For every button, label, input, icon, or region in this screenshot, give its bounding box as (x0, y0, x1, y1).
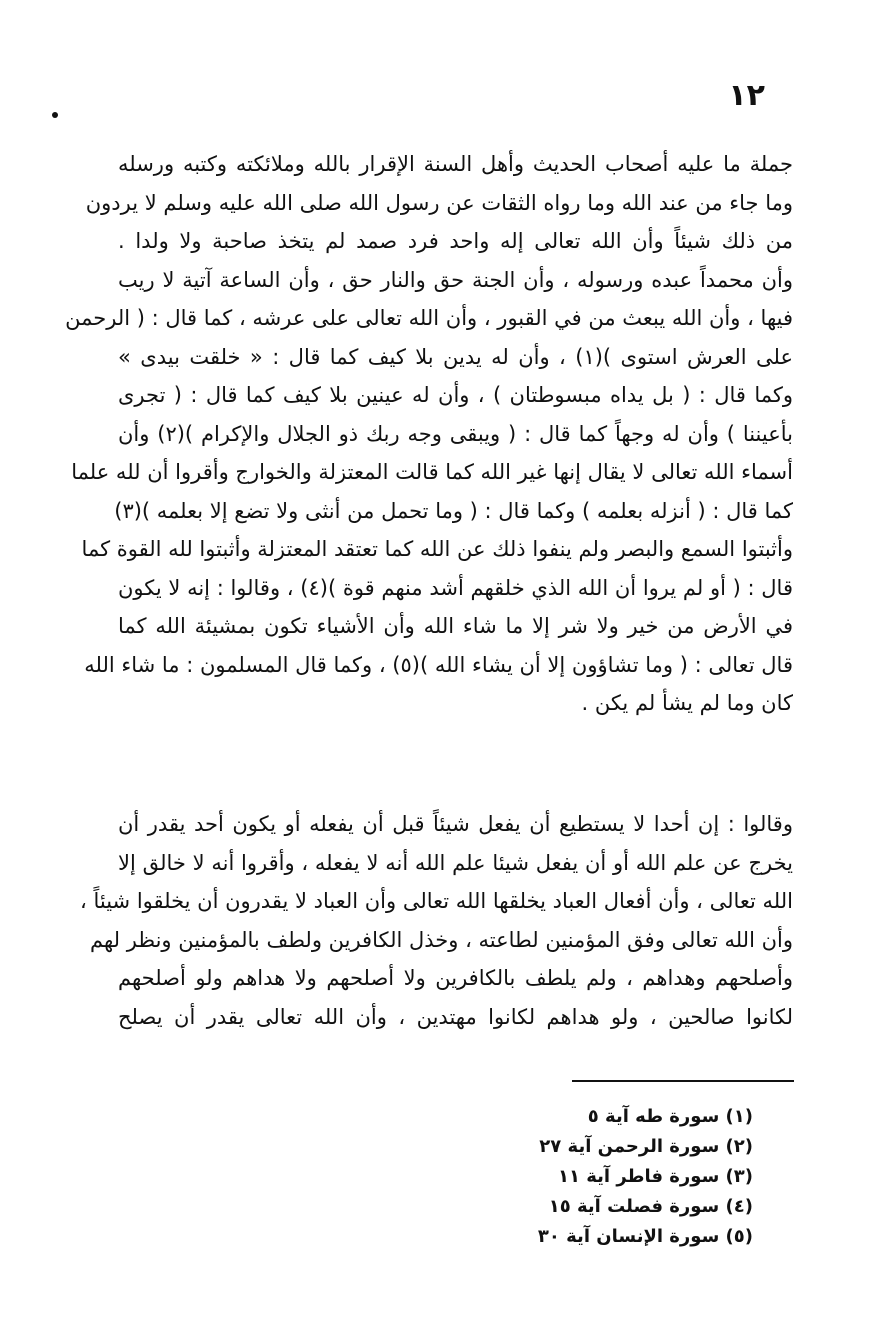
text-line: وأن الله تعالى وفق المؤمنين لطاعته ، وخذل الكافرين ولطف بالمؤمنين ونظر لهم (90, 927, 793, 952)
page-number: ١٢ (728, 78, 765, 113)
text-line: وأن محمداً عبده ورسوله ، وأن الجنة حق والنار حق ، وأن الساعة آتية لا ريب (118, 267, 793, 292)
footnote-divider (572, 1080, 794, 1082)
text-line: الله تعالى ، وأن أفعال العباد يخلقها الله تعالى وأن العباد لا يقدرون أن يخلقوا شيئاً ، (80, 889, 793, 913)
footnote-1: (١) سورة طه آية ٥ (587, 1106, 753, 1127)
text-line: وأصلحهم وهداهم ، ولم يلطف بالكافرين ولا أصلحهم ولا هداهم ولو أصلحهم (118, 966, 793, 990)
footnotes (538, 1102, 753, 1252)
footnote-5: (٥) سورة الإنسان آية ٣٠ (537, 1226, 753, 1247)
text-line: أسماء الله تعالى لا يقال إنها غير الله كما قالت المعتزلة والخوارج وأقروا أن لله علما (71, 460, 793, 484)
paragraph-2 (80, 805, 793, 1036)
text-line: كما قال : ( أنزله بعلمه ) وكما قال : ( وما تحمل من أنثى ولا تضع إلا بعلمه )(٣) (114, 498, 793, 523)
text-line: يخرج عن علم الله أو أن يفعل شيئا علم الله أنه لا يفعله ، وأقروا أنه لا خالق إلا (118, 850, 793, 875)
margin-dot (52, 112, 58, 118)
text-line: وما جاء من عند الله وما رواه الثقات عن رسول الله صلى الله عليه وسلم لا يردون (85, 190, 793, 215)
text-line: على العرش استوى )(١) ، وأن له يدين بلا كيف كما قال : « خلقت بيدى » (118, 344, 793, 369)
footnote-2: (٢) سورة الرحمن آية ٢٧ (539, 1136, 753, 1157)
footnote-3: (٣) سورة فاطر آية ١١ (557, 1166, 753, 1187)
text-line: لكانوا صالحين ، ولو هداهم لكانوا مهتدين ، وأن الله تعالى يقدر أن يصلح (118, 1004, 793, 1029)
text-line: بأعيننا ) وأن له وجهاً كما قال : ( ويبقى وجه ربك ذو الجلال والإكرام )(٢) وأن (118, 421, 794, 446)
text-line: جملة ما عليه أصحاب الحديث وأهل السنة الإقرار بالله وملائكته وكتبه ورسله (118, 152, 793, 176)
text-line: من ذلك شيئاً وأن الله تعالى إله واحد فرد صمد لم يتخذ صاحبة ولا ولدا . (118, 229, 793, 253)
text-line: قال تعالى : ( وما تشاؤون إلا أن يشاء الله )(٥) ، وكما قال المسلمون : ما شاء الله (84, 652, 793, 677)
paragraph-1 (65, 145, 794, 723)
text-line: فيها ، وأن الله يبعث من في القبور ، وأن الله تعالى على عرشه ، كما قال : ( الرحمن (65, 306, 793, 330)
text-line: وأثبتوا السمع والبصر ولم ينفوا ذلك عن الله كما تعتقد المعتزلة وأثبتوا لله القوة كما (81, 537, 793, 561)
text-line: في الأرض من خير ولا شر إلا ما شاء الله وأن الأشياء تكون بمشيئة الله كما (118, 614, 793, 638)
footnote-4: (٤) سورة فصلت آية ١٥ (548, 1196, 753, 1217)
text-line: وكما قال : ( بل يداه مبسوطتان ) ، وأن له عينين بلا كيف كما قال : ( تجرى (118, 383, 793, 407)
text-line: كان وما لم يشأ لم يكن . (581, 691, 793, 715)
text-line: وقالوا : إن أحدا لا يستطيع أن يفعل شيئاً قبل أن يفعله أو يكون أحد يقدر أن (118, 812, 793, 836)
text-line: قال : ( أو لم يروا أن الله الذي خلقهم أشد منهم قوة )(٤) ، وقالوا : إنه لا يكون (118, 575, 793, 600)
